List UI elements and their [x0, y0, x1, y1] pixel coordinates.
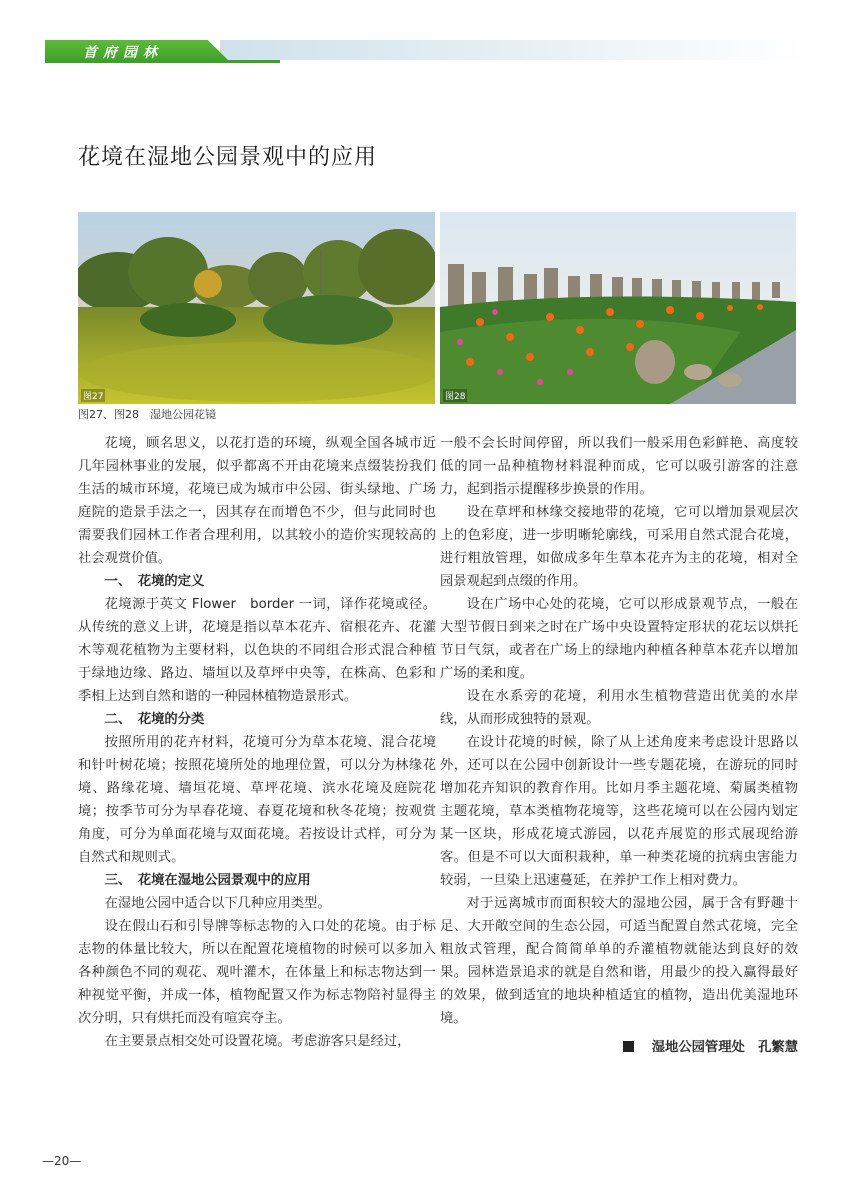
paragraph: 在主要景点相交处可设置花境。考虑游客只是经过， — [104, 1034, 411, 1049]
paragraph: 设在广场中心处的花境，它可以形成景观节点，一般在大型节假日到来之时在广场中央设置特定形状的花坛以烘托节日气氛，或者在广场上的绿地内种植各种草本花卉以增加广场的柔和度。 — [440, 597, 798, 681]
figure-27-label: 图27 — [81, 389, 105, 402]
left-column — [78, 432, 436, 1053]
paragraph: 按照所用的花卉材料，花境可分为草本花境、混合花境和针叶树花境；按照花境所处的地理位置，可以分为林缘花境、路缘花境、墙垣花境、草坪花境、滨水花境及庭院花境；按季节可分为早春花境、春夏花境和秋冬花境；按观赏角度，可分为单面花境与双面花境。若按设计式样，可分为自然式和规则式。 — [78, 735, 436, 865]
paragraph: 设在草坪和林缘交接地带的花境，它可以增加景观层次上的色彩度，进一步明晰轮廓线，可采用自然式混合花境，进行粗放管理，如做成多年生草本花卉为主的花境，相对全园景观起到点缀的作用。 — [440, 505, 798, 589]
figure-28-label: 图28 — [443, 389, 467, 402]
author-signature — [440, 1036, 798, 1059]
bullet-square-icon — [623, 1041, 634, 1052]
paragraph: 设在水系旁的花境，利用水生植物营造出优美的水岸线，从而形成独特的景观。 — [440, 689, 798, 727]
right-column — [440, 432, 798, 1059]
paragraph: 花境，顾名思义，以花打造的环境，纵观全国各城市近几年园林事业的发展，似乎都离不开由花境来点缀装扮我们生活的城市环境，花境已成为城市中公园、街头绿地、广场庭院的造景手法之一，因其存在而增色不少，但与此同时也需要我们园林工作者合理利用，以其较小的造价实现较高的社会观赏价值。 — [78, 436, 436, 566]
paragraph: 一般不会长时间停留，所以我们一般采用色彩鲜艳、高度较低的同一品种植物材料混种而成，它可以吸引游客的注意力，起到指示提醒移步换景的作用。 — [440, 436, 798, 497]
page-number: —20— — [42, 1154, 82, 1168]
section-heading: 一、 花境的定义 — [104, 574, 205, 589]
paragraph: 对于远离城市而面积较大的湿地公园，属于含有野趣十足、大开敞空间的生态公园，可适当配置自然式花境，完全粗放式管理，配合简简单单的乔灌植物就能达到良好的效果。园林造景追求的就是自然和谐，用最少的投入赢得最好的效果，做到适宜的地块种植适宜的植物，造出优美湿地环境。 — [440, 896, 798, 1026]
figure-28-photo — [440, 212, 796, 404]
paragraph: 在设计花境的时候，除了从上述角度来考虑设计思路以外，还可以在公园中创新设计一些专题花境，在游玩的同时增加花卉知识的教育作用。比如月季主题花境、菊属类植物主题花境，草本类植物花境等，这些花境可以在公园内划定某一区块，形成花境式游园，以花卉展览的形式展现给游客。但是不可以大面积栽种，单一种类花境的抗病虫害能力较弱，一旦染上迅速蔓延，在养护工作上相对费力。 — [440, 735, 798, 888]
author-name: 湿地公园管理处 孔繁慧 — [651, 1040, 798, 1055]
section-label: 首府园林 — [83, 45, 163, 61]
paragraph: 在湿地公园中适合以下几种应用类型。 — [104, 896, 331, 911]
paragraph: 设在假山石和引导牌等标志物的入口处的花境。由于标志物的体量比较大，所以在配置花境植物的时候可以多加入各种颜色不同的观花、观叶灌木，在体量上和标志物达到一种视觉平衡，并成一体，植物配置又作为标志物陪衬显得主次分明，只有烘托而没有喧宾夺主。 — [78, 919, 436, 1026]
header-gradient-bar — [220, 40, 805, 60]
figure-27-photo — [78, 212, 435, 404]
section-heading: 三、 花境在湿地公园景观中的应用 — [104, 873, 311, 888]
section-heading: 二、 花境的分类 — [104, 712, 205, 727]
figure-caption: 图27、图28 湿地公园花镜 — [78, 408, 216, 421]
section-header — [45, 40, 805, 62]
paragraph: 花境源于英文 Flower border 一词，译作花境或径。从传统的意义上讲，花境是指以草本花卉、宿根花卉、花灌木等观花植物为主要材料，以色块的不同组合形式混合种植于绿地边缘、路边、墙垣以及草坪中央等，在株高、色彩和季相上达到自然和谐的一种园林植物造景形式。 — [78, 597, 436, 704]
article-title: 花境在湿地公园景观中的应用 — [78, 145, 378, 170]
